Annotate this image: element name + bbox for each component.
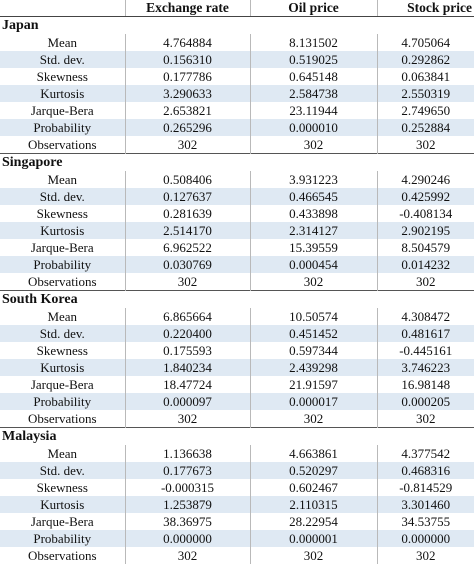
exchange-rate-value: 0.220400 xyxy=(125,325,250,342)
stock-price-value: 0.481617 xyxy=(377,325,474,342)
stat-label: Mean xyxy=(0,308,125,325)
stat-label: Std. dev. xyxy=(0,188,125,205)
stock-price-value: 0.000000 xyxy=(377,530,474,547)
exchange-rate-value: 0.177673 xyxy=(125,462,250,479)
table-row xyxy=(0,119,474,136)
stock-price-value: 8.504579 xyxy=(377,239,474,256)
stat-label: Std. dev. xyxy=(0,51,125,68)
oil-price-value: 0.000010 xyxy=(250,119,377,136)
table-row xyxy=(0,530,474,547)
header-row xyxy=(0,0,474,17)
table-row xyxy=(0,51,474,68)
table-row xyxy=(0,410,474,428)
stock-price-value: 4.290246 xyxy=(377,171,474,188)
stock-price-value: 34.53755 xyxy=(377,513,474,530)
exchange-rate-value: 0.156310 xyxy=(125,51,250,68)
stock-price-value: 4.705064 xyxy=(377,34,474,51)
table-row xyxy=(0,273,474,291)
table-row xyxy=(0,445,474,462)
stock-price-value: 302 xyxy=(377,136,474,154)
table-row xyxy=(0,359,474,376)
oil-price-value: 2.584738 xyxy=(250,85,377,102)
exchange-rate-value: 0.175593 xyxy=(125,342,250,359)
country-row xyxy=(0,17,474,35)
oil-price-value: 302 xyxy=(250,410,377,428)
table-row xyxy=(0,479,474,496)
stat-label: Jarque-Bera xyxy=(0,376,125,393)
exchange-rate-value: 1.840234 xyxy=(125,359,250,376)
country-name: Malaysia xyxy=(0,428,474,446)
header-stock-price: Stock price xyxy=(377,0,474,17)
exchange-rate-value: 2.653821 xyxy=(125,102,250,119)
exchange-rate-value: 2.514170 xyxy=(125,222,250,239)
table-row xyxy=(0,513,474,530)
table-row xyxy=(0,68,474,85)
country-name: Japan xyxy=(0,17,474,35)
stat-label: Skewness xyxy=(0,479,125,496)
stock-price-value: 2.550319 xyxy=(377,85,474,102)
stock-price-value: 3.301460 xyxy=(377,496,474,513)
oil-price-value: 23.11944 xyxy=(250,102,377,119)
oil-price-value: 3.931223 xyxy=(250,171,377,188)
stock-price-value: 2.902195 xyxy=(377,222,474,239)
exchange-rate-value: 6.865664 xyxy=(125,308,250,325)
exchange-rate-value: 0.508406 xyxy=(125,171,250,188)
stat-label: Kurtosis xyxy=(0,222,125,239)
oil-price-value: 0.519025 xyxy=(250,51,377,68)
table-row xyxy=(0,496,474,513)
exchange-rate-value: 302 xyxy=(125,410,250,428)
header-blank xyxy=(0,0,125,17)
stock-price-value: 302 xyxy=(377,410,474,428)
exchange-rate-value: 0.030769 xyxy=(125,256,250,273)
exchange-rate-value: 0.127637 xyxy=(125,188,250,205)
country-row xyxy=(0,428,474,446)
oil-price-value: 0.466545 xyxy=(250,188,377,205)
stock-price-value: -0.814529 xyxy=(377,479,474,496)
table-row xyxy=(0,188,474,205)
oil-price-value: 0.597344 xyxy=(250,342,377,359)
table-row xyxy=(0,376,474,393)
oil-price-value: 10.50574 xyxy=(250,308,377,325)
stat-label: Observations xyxy=(0,273,125,291)
stat-label: Probability xyxy=(0,119,125,136)
stat-label: Mean xyxy=(0,445,125,462)
oil-price-value: 2.314127 xyxy=(250,222,377,239)
exchange-rate-value: -0.000315 xyxy=(125,479,250,496)
exchange-rate-value: 38.36975 xyxy=(125,513,250,530)
stock-price-value: 16.98148 xyxy=(377,376,474,393)
stock-price-value: 302 xyxy=(377,547,474,564)
table-row xyxy=(0,325,474,342)
stat-label: Jarque-Bera xyxy=(0,513,125,530)
exchange-rate-value: 0.000097 xyxy=(125,393,250,410)
oil-price-value: 0.000017 xyxy=(250,393,377,410)
stat-label: Observations xyxy=(0,410,125,428)
table-row xyxy=(0,171,474,188)
oil-price-value: 0.000001 xyxy=(250,530,377,547)
oil-price-value: 8.131502 xyxy=(250,34,377,51)
exchange-rate-value: 302 xyxy=(125,547,250,564)
stock-price-value: 0.014232 xyxy=(377,256,474,273)
stat-label: Kurtosis xyxy=(0,359,125,376)
stat-label: Observations xyxy=(0,136,125,154)
stat-label: Probability xyxy=(0,256,125,273)
stock-price-value: 2.749650 xyxy=(377,102,474,119)
stock-price-value: 302 xyxy=(377,273,474,291)
oil-price-value: 21.91597 xyxy=(250,376,377,393)
stat-label: Std. dev. xyxy=(0,325,125,342)
oil-price-value: 15.39559 xyxy=(250,239,377,256)
stat-label: Probability xyxy=(0,393,125,410)
stock-price-value: -0.445161 xyxy=(377,342,474,359)
oil-price-value: 0.433898 xyxy=(250,205,377,222)
stock-price-value: 0.063841 xyxy=(377,68,474,85)
table-row xyxy=(0,34,474,51)
stock-price-value: 0.292862 xyxy=(377,51,474,68)
table-row xyxy=(0,256,474,273)
table-row xyxy=(0,393,474,410)
exchange-rate-value: 0.000000 xyxy=(125,530,250,547)
country-name: South Korea xyxy=(0,291,474,309)
oil-price-value: 0.602467 xyxy=(250,479,377,496)
table-row xyxy=(0,308,474,325)
country-row xyxy=(0,291,474,309)
stat-label: Std. dev. xyxy=(0,462,125,479)
stat-label: Jarque-Bera xyxy=(0,239,125,256)
exchange-rate-value: 0.281639 xyxy=(125,205,250,222)
stat-label: Kurtosis xyxy=(0,85,125,102)
stat-label: Jarque-Bera xyxy=(0,102,125,119)
exchange-rate-value: 6.962522 xyxy=(125,239,250,256)
stat-label: Skewness xyxy=(0,205,125,222)
table-row xyxy=(0,102,474,119)
table-row xyxy=(0,462,474,479)
table-row xyxy=(0,547,474,564)
stat-label: Probability xyxy=(0,530,125,547)
exchange-rate-value: 0.177786 xyxy=(125,68,250,85)
exchange-rate-value: 18.47724 xyxy=(125,376,250,393)
stock-price-value: 0.425992 xyxy=(377,188,474,205)
oil-price-value: 2.110315 xyxy=(250,496,377,513)
stock-price-value: 4.308472 xyxy=(377,308,474,325)
table-row xyxy=(0,136,474,154)
table-row xyxy=(0,205,474,222)
table-body xyxy=(0,17,474,564)
header-exchange-rate: Exchange rate xyxy=(125,0,250,17)
stock-price-value: 0.468316 xyxy=(377,462,474,479)
stat-label: Skewness xyxy=(0,342,125,359)
stat-label: Mean xyxy=(0,171,125,188)
exchange-rate-value: 1.253879 xyxy=(125,496,250,513)
exchange-rate-value: 1.136638 xyxy=(125,445,250,462)
oil-price-value: 2.439298 xyxy=(250,359,377,376)
stat-label: Mean xyxy=(0,34,125,51)
stat-label: Observations xyxy=(0,547,125,564)
oil-price-value: 0.645148 xyxy=(250,68,377,85)
stat-label: Skewness xyxy=(0,68,125,85)
table-header xyxy=(0,0,474,17)
oil-price-value: 0.000454 xyxy=(250,256,377,273)
stock-price-value: 3.746223 xyxy=(377,359,474,376)
stock-price-value: 0.252884 xyxy=(377,119,474,136)
country-name: Singapore xyxy=(0,154,474,172)
header-oil-price: Oil price xyxy=(250,0,377,17)
oil-price-value: 0.451452 xyxy=(250,325,377,342)
stock-price-value: 0.000205 xyxy=(377,393,474,410)
exchange-rate-value: 3.290633 xyxy=(125,85,250,102)
table-row xyxy=(0,342,474,359)
oil-price-value: 0.520297 xyxy=(250,462,377,479)
stat-label: Kurtosis xyxy=(0,496,125,513)
stock-price-value: 4.377542 xyxy=(377,445,474,462)
exchange-rate-value: 4.764884 xyxy=(125,34,250,51)
exchange-rate-value: 302 xyxy=(125,273,250,291)
exchange-rate-value: 302 xyxy=(125,136,250,154)
stock-price-value: -0.408134 xyxy=(377,205,474,222)
table-row xyxy=(0,222,474,239)
table-row xyxy=(0,85,474,102)
oil-price-value: 302 xyxy=(250,547,377,564)
exchange-rate-value: 0.265296 xyxy=(125,119,250,136)
oil-price-value: 28.22954 xyxy=(250,513,377,530)
oil-price-value: 4.663861 xyxy=(250,445,377,462)
table-row xyxy=(0,239,474,256)
oil-price-value: 302 xyxy=(250,273,377,291)
country-row xyxy=(0,154,474,172)
oil-price-value: 302 xyxy=(250,136,377,154)
